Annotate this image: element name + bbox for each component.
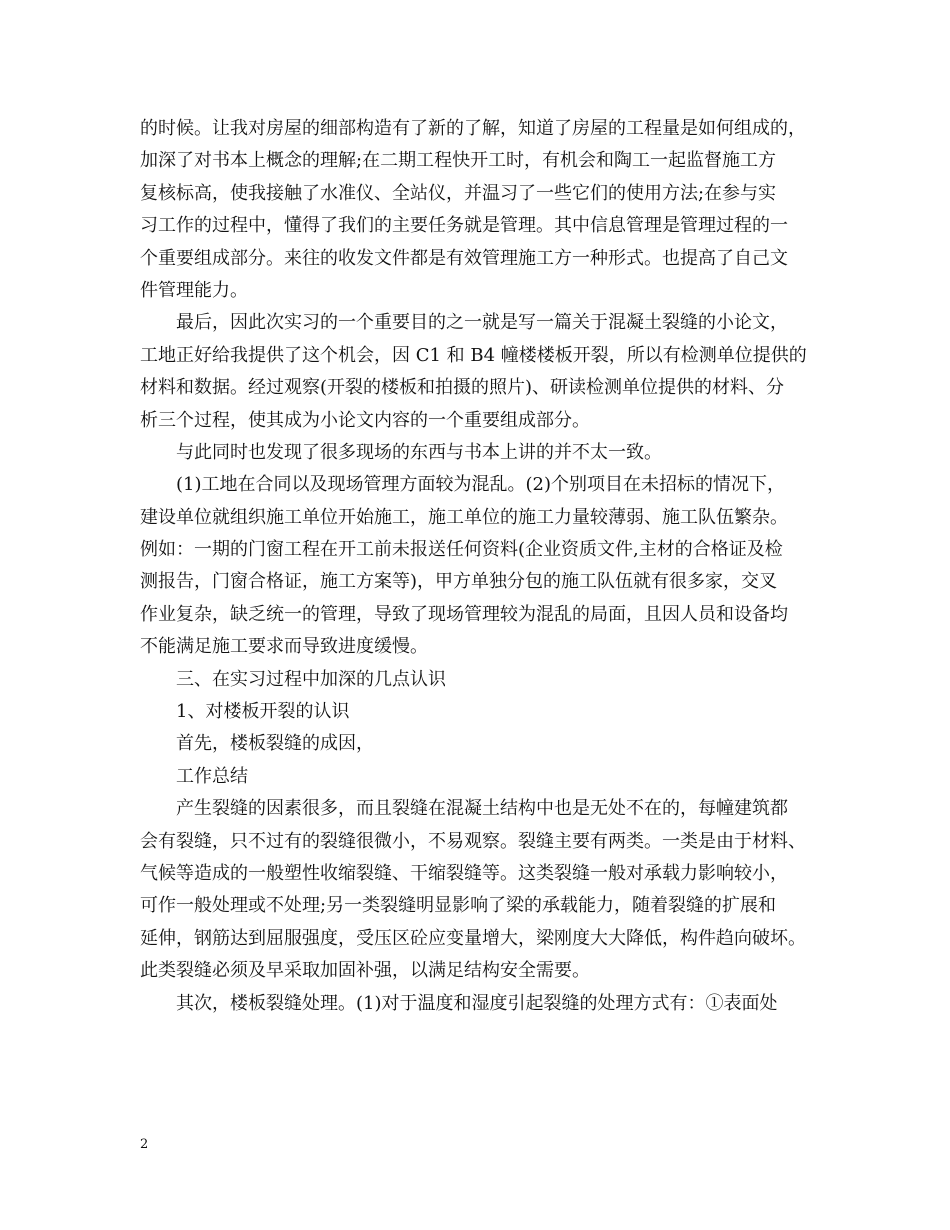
text-line: 与此同时也发现了很多现场的东西与书本上讲的并不太一致。 — [176, 441, 662, 463]
text-line: 三、在实习过程中加深的几点认识 — [176, 668, 446, 690]
page-number: 2 — [140, 1137, 149, 1152]
body-text — [140, 113, 820, 1020]
text-line: 延伸，钢筋达到屈服强度，受压区砼应变量增大，梁刚度大大降低，构件趋向破坏。 — [140, 927, 806, 949]
text-line: 作业复杂，缺乏统一的管理，导致了现场管理较为混乱的局面，且因人员和设备均 — [140, 603, 788, 625]
text-line: 不能满足施工要求而导致进度缓慢。 — [140, 636, 428, 658]
text-line: 最后，因此次实习的一个重要目的之一就是写一篇关于混凝土裂缝的小论文， — [176, 312, 788, 334]
text-line: 可作一般处理或不处理;另一类裂缝明显影响了梁的承载能力，随着裂缝的扩展和 — [140, 895, 777, 917]
text-line: 复核标高，使我接触了水准仪、全站仪，并温习了一些它们的使用方法;在参与实 — [140, 182, 777, 204]
text-line: 测报告，门窗合格证，施工方案等)，甲方单独分包的施工队伍就有很多家，交叉 — [140, 571, 778, 593]
text-line: 会有裂缝，只不过有的裂缝很微小，不易观察。裂缝主要有两类。一类是由于材料、 — [140, 830, 806, 852]
text-line: 其次，楼板裂缝处理。(1)对于温度和湿度引起裂缝的处理方式有：①表面处 — [176, 992, 778, 1014]
text-line: 加深了对书本上概念的理解;在二期工程快开工时，有机会和陶工一起监督施工方 — [140, 150, 777, 172]
text-line: 此类裂缝必须及早采取加固补强，以满足结构安全需要。 — [140, 960, 590, 982]
text-line: (1)工地在合同以及现场管理方面较为混乱。(2)个别项目在未招标的情况下， — [176, 474, 785, 496]
text-line: 产生裂缝的因素很多，而且裂缝在混凝土结构中也是无处不在的，每幢建筑都 — [176, 798, 788, 820]
text-line: 建设单位就组织施工单位开始施工，施工单位的施工力量较薄弱、施工队伍繁杂。 — [140, 506, 788, 528]
text-line: 气候等造成的一般塑性收缩裂缝、干缩裂缝等。这类裂缝一般对承载力影响较小， — [140, 862, 788, 884]
text-line: 工作总结 — [176, 765, 248, 787]
text-line: 材料和数据。经过观察(开裂的楼板和拍摄的照片)、研读检测单位提供的材料、分 — [140, 377, 785, 399]
text-line: 个重要组成部分。来往的收发文件都是有效管理施工方一种形式。也提高了自己文 — [140, 247, 788, 269]
text-line: 习工作的过程中，懂得了我们的主要任务就是管理。其中信息管理是管理过程的一 — [140, 215, 788, 237]
text-line: 1、对楼板开裂的认识 — [176, 701, 350, 723]
text-line: 析三个过程，使其成为小论文内容的一个重要组成部分。 — [140, 409, 590, 431]
text-line: 例如：一期的门窗工程在开工前未报送任何资料(企业资质文件,主材的合格证及检 — [140, 539, 783, 561]
text-line: 件管理能力。 — [140, 279, 248, 301]
text-line: 的时候。让我对房屋的细部构造有了新的了解，知道了房屋的工程量是如何组成的， — [140, 118, 806, 139]
text-line: 工地正好给我提供了这个机会，因 C1 和 B4 幢楼楼板开裂，所以有检测单位提供的 — [140, 344, 807, 366]
text-line: 首先，楼板裂缝的成因， — [176, 733, 374, 755]
